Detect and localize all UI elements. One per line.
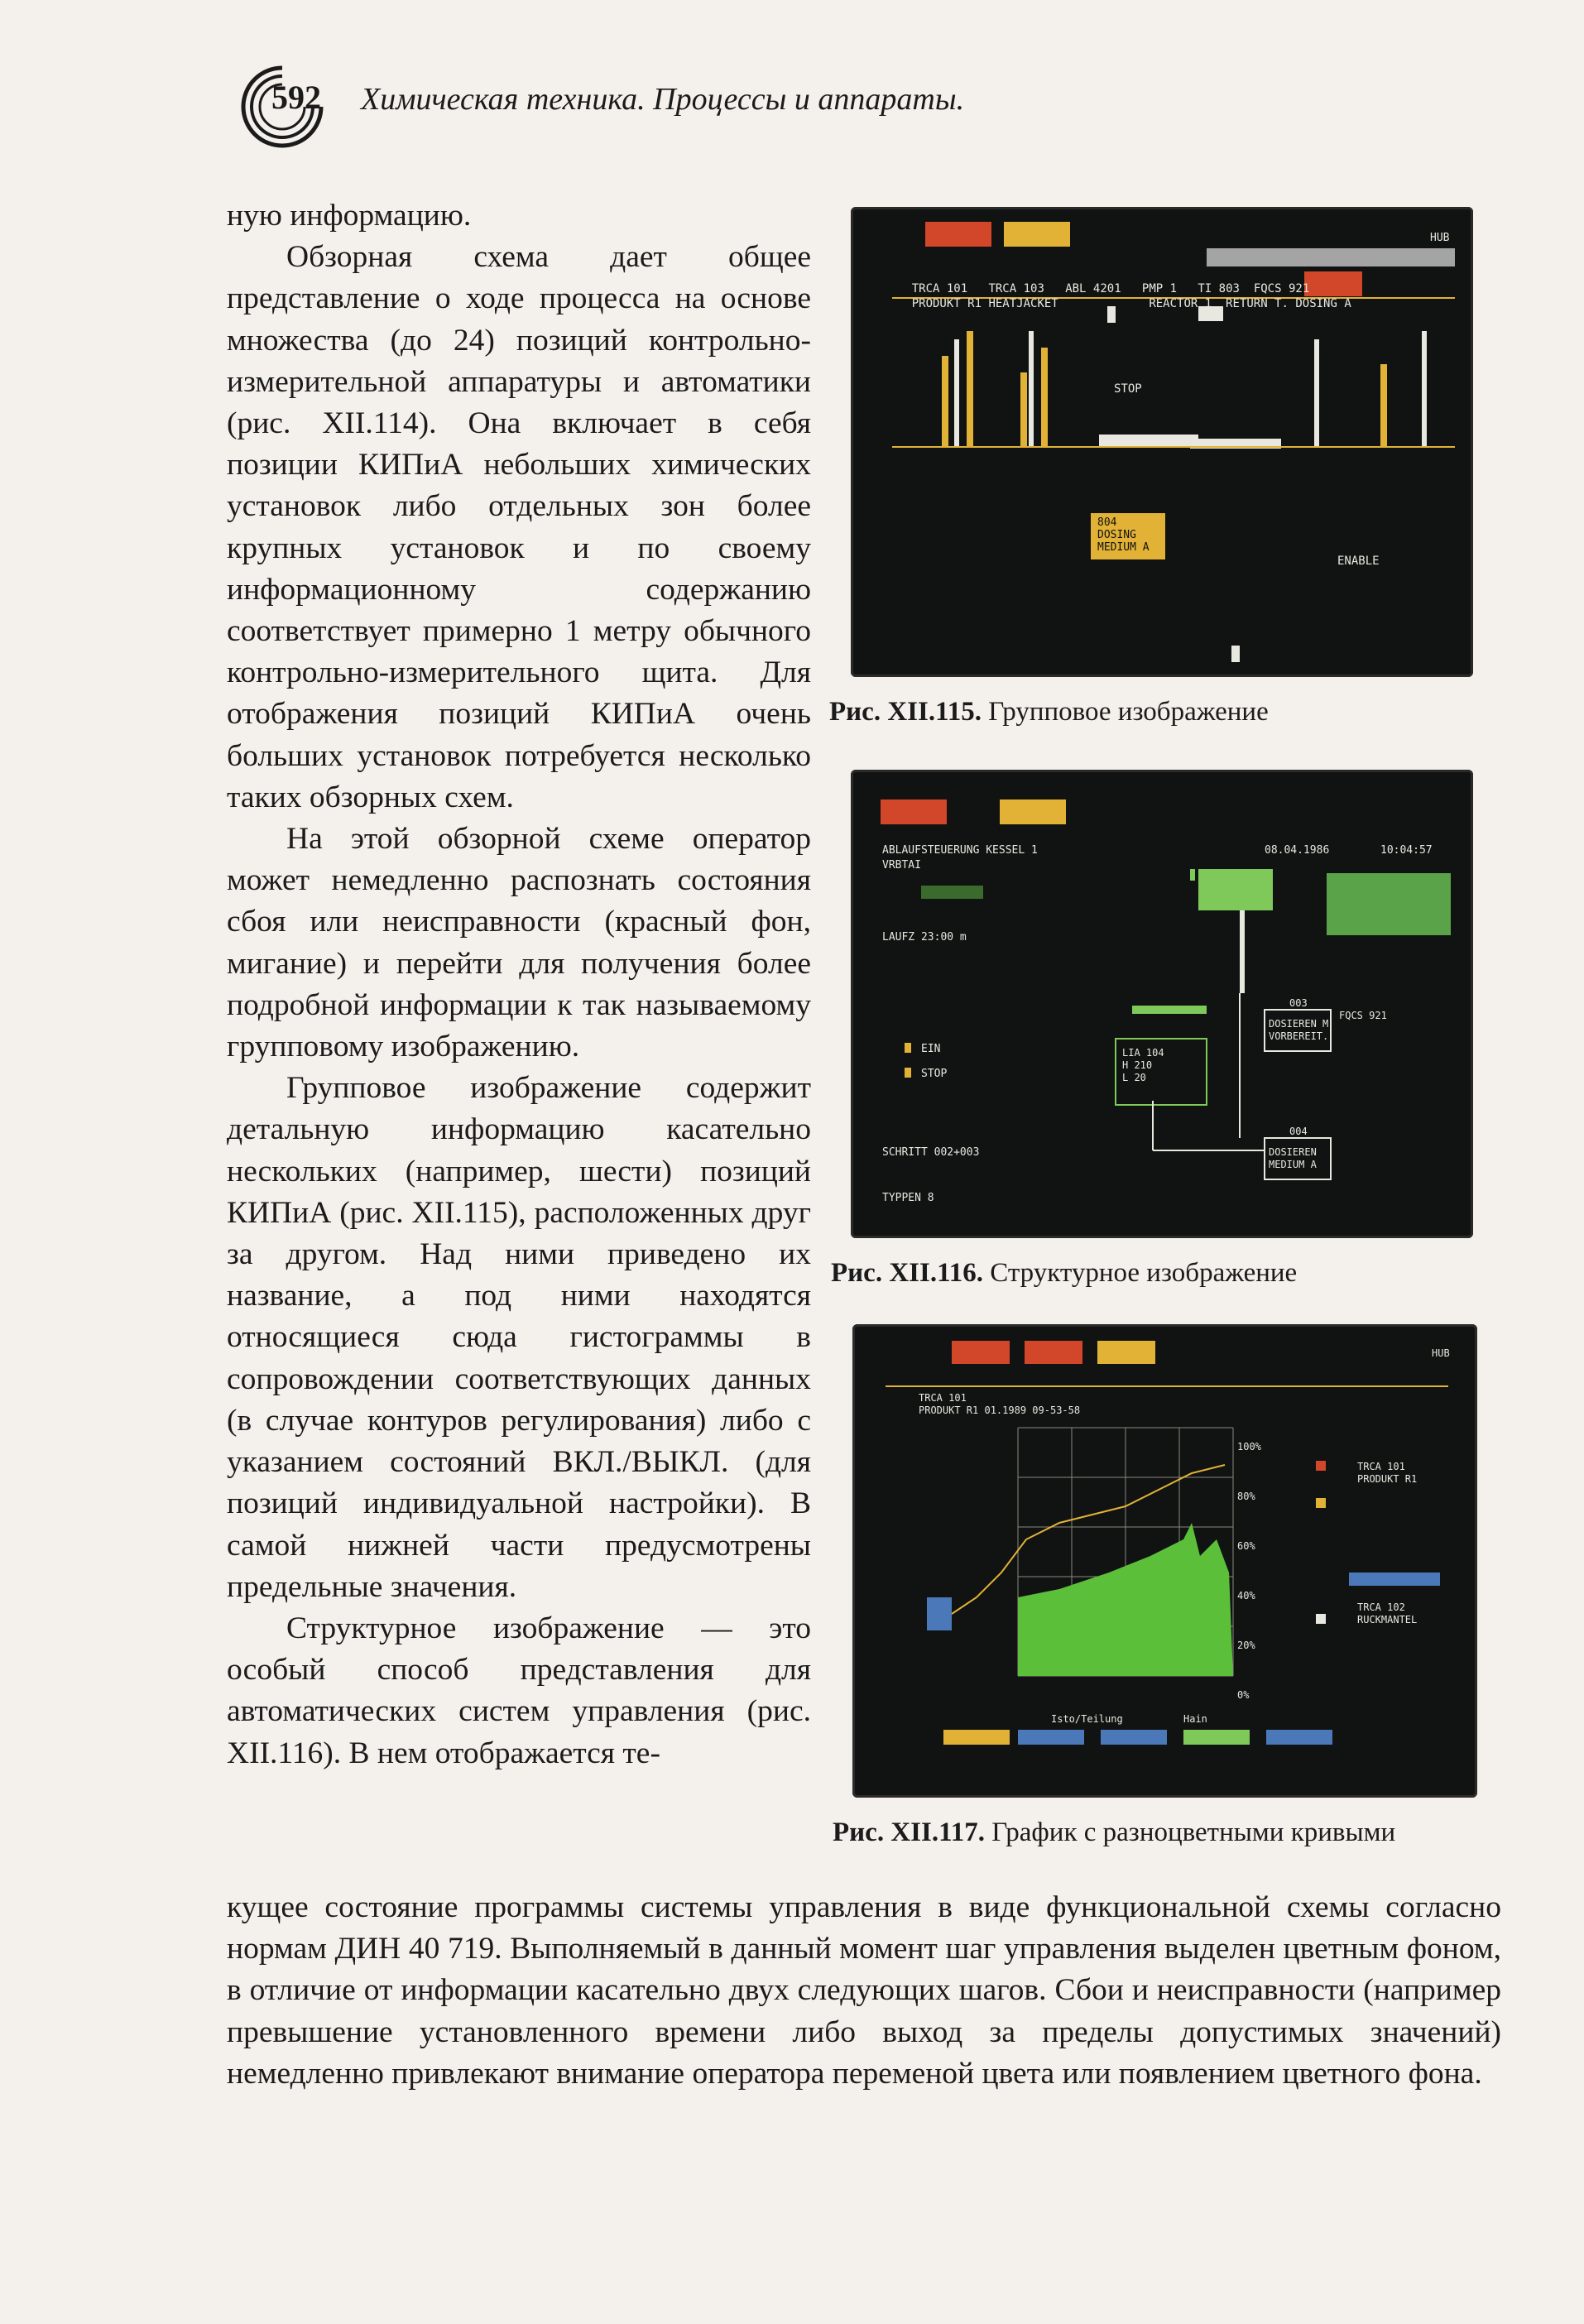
screen-time: 10:04:57 xyxy=(1380,844,1433,857)
screen-stop: STOP xyxy=(921,1068,948,1080)
full-width-text xyxy=(227,1887,1501,2095)
hdr-line: PRODUKT R1 xyxy=(919,1404,979,1416)
paragraph: Обзорная схема дает общее представление о ходе процесса на основе множества (до 24) позиций контрольно-измерительной аппаратуры и автоматики (рис. XII.114). Она включает в себя позиции КИПиА небольших химических установок либо отдельных зон более крупных установок и по своему информационному содержанию соответствует примерно 1 метру обычного контрольно-измерительного щита. Для отображения позиций КИПиА очень больших установок потребуется несколько таких обзорных схем. xyxy=(227,240,811,814)
screen-date: 08.04.1986 xyxy=(1265,844,1330,857)
pct-label: 0% xyxy=(1237,1689,1250,1701)
step-number: 003 xyxy=(1289,997,1308,1009)
dosing-line: DOSING xyxy=(1097,529,1136,541)
screen-typen: TYPPEN 8 xyxy=(882,1192,934,1204)
lia-line: LIA 104 xyxy=(1122,1047,1164,1059)
tag-sub: REACTOR 1 xyxy=(1149,297,1212,310)
tag-sub: DOSING A xyxy=(1295,297,1351,310)
corner-text: HUB xyxy=(1432,1347,1450,1359)
step-number: 004 xyxy=(1289,1126,1308,1137)
fqcs-label: FQCS 921 xyxy=(1339,1010,1387,1021)
box-line: DOSIEREN xyxy=(1269,1146,1317,1158)
figure-caption xyxy=(831,1258,1297,1289)
tag-label: TRCA 103 xyxy=(988,282,1044,295)
paragraph: кущее состояние программы системы управления в виде функциональной схемы согласно нормам ДИН 40 719. Выполняемый в данный момент шаг управления выделен цветным фоном, в отличие от информации касательно двух следующих шагов. Сбои и неисправности (например превышение установленного времени либо выход за пределы допустимых значений) немедленно привлекают внимание оператора переменой цвета или появлением цветного фона. xyxy=(227,1890,1501,2091)
column-text xyxy=(227,195,811,1774)
figure-caption xyxy=(833,1817,1395,1848)
running-title: Химическая техника. Процессы и аппараты. xyxy=(361,82,965,117)
enable-text: ENABLE xyxy=(1337,555,1380,568)
caption-label: Рис. XII.117. xyxy=(833,1817,986,1847)
paragraph: ную информацию. xyxy=(227,199,472,233)
tag-label: TRCA 101 xyxy=(911,282,968,295)
caption-text: Структурное изображение xyxy=(990,1258,1298,1288)
figure-screen-structure-display xyxy=(851,770,1473,1238)
screen-line: VRBTAI xyxy=(882,859,921,872)
screen-line: ABLAUFSTEUERUNG KESSEL 1 xyxy=(882,844,1038,857)
corner-text: HUB xyxy=(1430,232,1450,244)
tag-label: FQCS 921 xyxy=(1253,282,1310,295)
tag-sub: PRODUKT R1 xyxy=(911,297,982,310)
screen-lauf: LAUFZ 23:00 m xyxy=(882,931,967,944)
page-number: 592 xyxy=(271,79,321,116)
tag-label: PMP 1 xyxy=(1141,282,1178,295)
pct-label: 80% xyxy=(1237,1491,1255,1502)
tag-sub: HEATJACKET xyxy=(988,297,1058,310)
pct-label: 100% xyxy=(1237,1441,1261,1452)
box-line: VORBEREIT. xyxy=(1269,1030,1329,1042)
screen-ein: EIN xyxy=(921,1043,941,1055)
hdr-line: TRCA 101 xyxy=(919,1392,967,1404)
caption-text: Групповое изображение xyxy=(988,697,1269,727)
caption-label: Рис. XII.116. xyxy=(831,1258,984,1288)
figure-screen-group-display xyxy=(851,207,1473,677)
hdr-line: 09-53-58 xyxy=(1032,1404,1081,1416)
tag-sub: RETURN T. xyxy=(1226,297,1289,310)
bottom-label: Hain xyxy=(1183,1713,1207,1725)
page-header xyxy=(237,73,1395,147)
bottom-label: Isto/Teilung xyxy=(1051,1713,1123,1725)
box-line: DOSIEREN M xyxy=(1269,1018,1329,1030)
figure-screen-trend-display xyxy=(852,1324,1477,1798)
tag-label: ABL 4201 xyxy=(1065,282,1121,295)
box-line: MEDIUM A xyxy=(1269,1159,1317,1170)
figure-caption xyxy=(829,697,1269,727)
side-line: RUCKMANTEL xyxy=(1357,1614,1418,1625)
pct-label: 40% xyxy=(1237,1590,1255,1601)
structure-display-graphic xyxy=(851,770,1473,1238)
dosing-line: 804 xyxy=(1097,516,1117,529)
caption-label: Рис. XII.115. xyxy=(829,697,982,727)
paragraph: Групповое изображение содержит детальную информацию касательно нескольких (например, шести) позиций КИПиА (рис. XII.115), расположенных друг за другом. Над ними приведено их название, а под ними находятся относящиеся сюда гистограммы в сопровождении соответствующих данных (в случае контуров регулирования) либо с указанием состояний ВКЛ./ВЫКЛ. (для позиций индивидуальной настройки). В самой нижней части предусмотрены предельные значения. xyxy=(227,1071,811,1604)
lia-line: L 20 xyxy=(1122,1072,1146,1083)
side-line: TRCA 101 xyxy=(1357,1461,1405,1472)
pct-label: 60% xyxy=(1237,1540,1255,1552)
paragraph: Структурное изображение — это особый способ представления для автоматических систем управления (рис. XII.116). В нем отображается те- xyxy=(227,1611,811,1770)
stop-text: STOP xyxy=(1114,382,1142,396)
screen-schritt: SCHRITT 002+003 xyxy=(882,1146,980,1159)
paragraph: На этой обзорной схеме оператор может немедленно распознать состояния сбоя или неисправности (красный фон, мигание) и перейти для получения более подробной информации к так называемому групповому изображению. xyxy=(227,822,811,1064)
side-line: TRCA 102 xyxy=(1357,1601,1405,1613)
side-line: PRODUKT R1 xyxy=(1357,1473,1418,1485)
hdr-line: 01.1989 xyxy=(984,1404,1027,1416)
caption-text: График с разноцветными кривыми xyxy=(991,1817,1396,1847)
dosing-line: MEDIUM A xyxy=(1097,541,1150,554)
tag-label: TI 803 xyxy=(1198,282,1240,295)
pct-label: 20% xyxy=(1237,1640,1255,1651)
lia-line: H 210 xyxy=(1122,1059,1153,1071)
